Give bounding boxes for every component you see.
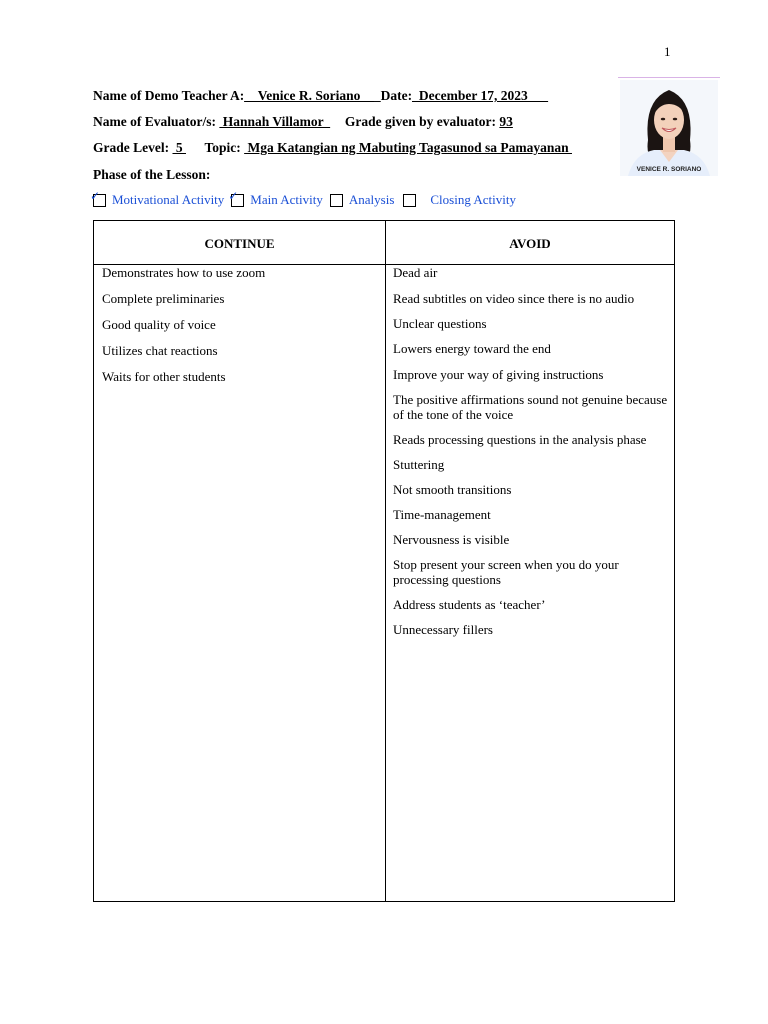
checkbox-checked-icon[interactable]: [90, 188, 106, 207]
grade-topic-line: [93, 140, 572, 156]
evaluation-table: [93, 220, 675, 902]
teacher-value: __Venice R. Soriano__: [244, 88, 374, 103]
phase-motivational[interactable]: [90, 188, 225, 208]
avoid-item: Stuttering: [393, 457, 445, 472]
avoid-item: Read subtitles on video since there is no audio: [393, 291, 635, 306]
avoid-item: Reads processing questions in the analysis phase: [393, 432, 647, 447]
photo-caption: VENICE R. SORIANO: [636, 166, 702, 173]
avoid-item: Unnecessary fillers: [393, 622, 493, 637]
teacher-label: Name of Demo Teacher A:: [93, 88, 245, 103]
continue-item: Waits for other students: [102, 369, 226, 384]
page-number: 1: [664, 44, 671, 59]
avoid-item: Dead air: [393, 265, 438, 280]
date-label: _Date:: [373, 88, 413, 103]
teacher-line: [93, 88, 548, 104]
checkbox-checked-icon[interactable]: [228, 188, 244, 207]
topic-value: Mga Katangian ng Mabuting Tagasunod sa Pamayanan: [244, 140, 572, 155]
phase-label-main: Main Activity: [250, 192, 323, 207]
date-value: _December 17, 2023___: [412, 88, 548, 103]
column-divider: [385, 221, 386, 901]
phase-main[interactable]: [228, 188, 323, 208]
continue-item: Good quality of voice: [102, 317, 216, 332]
continue-item: Demonstrates how to use zoom: [102, 265, 266, 280]
evaluator-label: Name of Evaluator/s:: [93, 114, 216, 129]
avoid-column: [393, 265, 669, 637]
check-mark-icon: ✓: [228, 188, 239, 203]
checkbox-icon[interactable]: [330, 194, 343, 207]
grade-given-label: Grade given by evaluator:: [344, 114, 497, 129]
avoid-header: AVOID: [509, 236, 551, 251]
check-mark-icon: ✓: [90, 188, 101, 203]
checkbox-icon[interactable]: [403, 194, 416, 207]
grade-level-value: 5: [172, 140, 186, 155]
avoid-item: Address students as ‘teacher’: [393, 597, 546, 612]
avoid-item: Lowers energy toward the end: [393, 341, 551, 356]
evaluator-line: [93, 114, 513, 130]
grade-level-label: Grade Level:: [93, 140, 170, 155]
phase-label: Phase of the Lesson:: [93, 167, 211, 182]
continue-column: [102, 265, 378, 384]
avoid-item: Improve your way of giving instructions: [393, 367, 604, 382]
avoid-item: Unclear questions: [393, 316, 487, 331]
evaluator-value: Hannah Villamor: [219, 114, 331, 129]
phase-closing[interactable]: [403, 192, 516, 208]
avoid-item: Time-management: [393, 507, 491, 522]
avoid-item: Nervousness is visible: [393, 532, 510, 547]
phase-label-analysis: Analysis: [348, 192, 395, 207]
avoid-item: Stop present your screen when you do your processing questions: [393, 557, 619, 587]
phase-label-motivational: Motivational Activity: [112, 192, 225, 207]
photo-top-rule: [618, 77, 720, 78]
topic-label: Topic:: [204, 140, 241, 155]
teacher-photo: [620, 80, 718, 176]
continue-header: CONTINUE: [204, 236, 275, 251]
phase-label-closing: Closing Activity: [430, 192, 516, 207]
grade-given-value: 93: [499, 114, 513, 129]
continue-item: Complete preliminaries: [102, 291, 225, 306]
table-header-row: [94, 221, 674, 265]
avoid-item: The positive affirmations sound not genuine because of the tone of the voice: [393, 392, 668, 422]
continue-item: Utilizes chat reactions: [102, 343, 218, 358]
phase-analysis[interactable]: [330, 192, 395, 208]
avoid-item: Not smooth transitions: [393, 482, 512, 497]
portrait-image: [620, 80, 718, 176]
phase-checklist: [90, 188, 523, 208]
